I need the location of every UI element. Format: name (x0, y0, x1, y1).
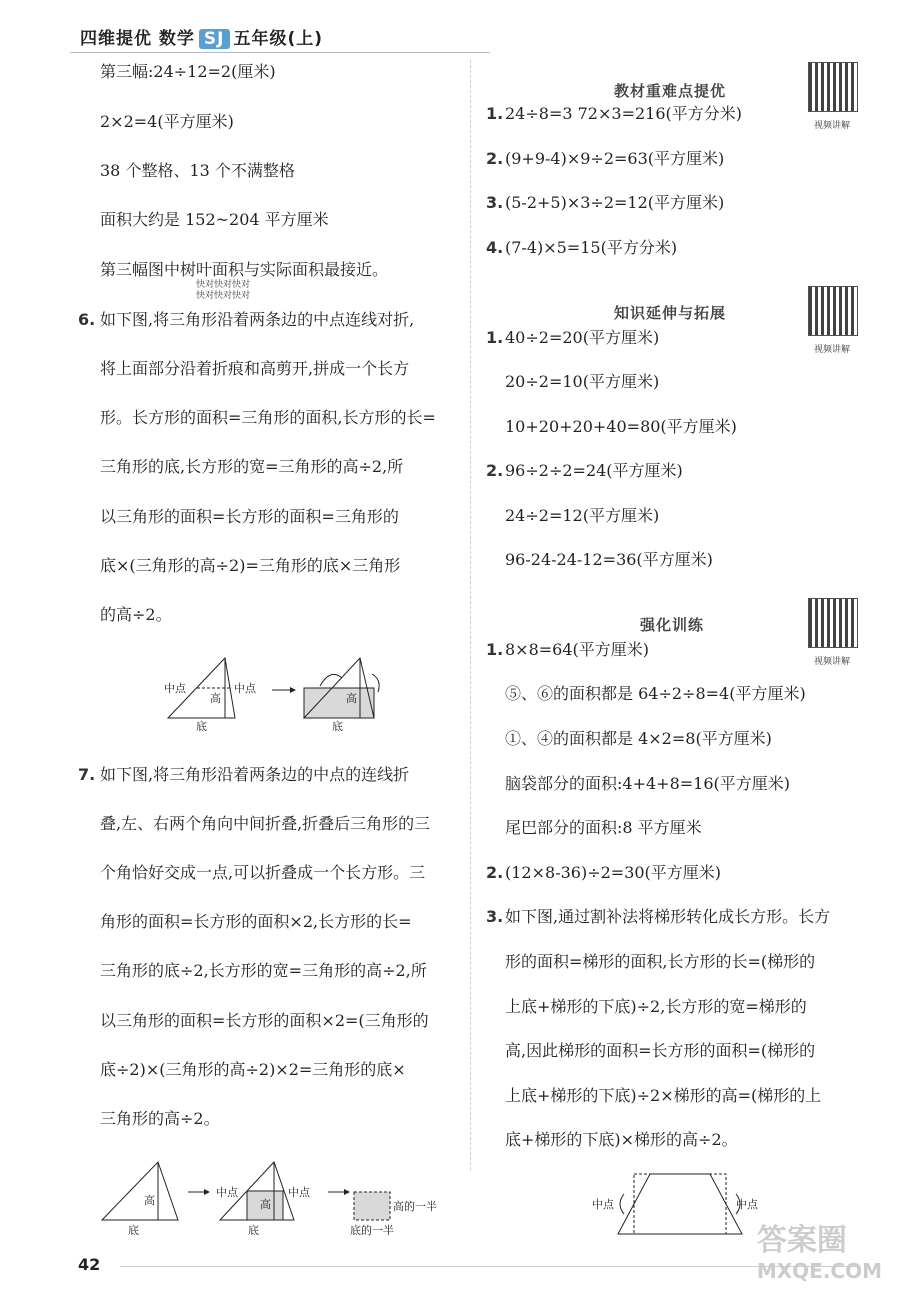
text-line: 底×(三角形的高÷2)=三角形的底×三角形 (100, 556, 401, 575)
question-number: 1. (486, 328, 504, 347)
text-line: 上底+梯形的下底)÷2,长方形的宽=梯形的 (505, 997, 807, 1016)
text-line: 38 个整格、13 个不满整格 (100, 161, 295, 180)
text-line: 个角恰好交成一点,可以折叠成一个长方形。三 (100, 863, 426, 882)
watermark: 答案圈 MXQE.COM (756, 1223, 882, 1283)
answer-line: ①、④的面积都是 4×2=8(平方厘米) (505, 729, 772, 748)
qr-code[interactable] (808, 598, 858, 648)
text-line: 形。长方形的面积=三角形的面积,长方形的长= (100, 408, 436, 427)
half-height-label: 高的一半 (393, 1200, 437, 1213)
answer-line: 24÷8=3 72×3=216(平方分米) (505, 104, 742, 123)
qr-code[interactable] (808, 62, 858, 112)
section-title: 知识延伸与拓展 (614, 304, 727, 322)
footer-rule (120, 1266, 860, 1267)
answer-line: 尾巴部分的面积:8 平方厘米 (505, 818, 702, 837)
stamp-text: 快对快对快对 快对快对快对 (196, 280, 251, 301)
header-grade: 五年级(上) (233, 29, 324, 49)
q6-figure (160, 650, 400, 734)
half-base-label: 底的一半 (350, 1224, 394, 1237)
midpoint-label: 中点 (234, 682, 256, 695)
answer-line: 8×8=64(平方厘米) (505, 640, 650, 659)
text-line: 面积大约是 152~204 平方厘米 (100, 210, 329, 229)
text-line: 底÷2)×(三角形的高÷2)×2=三角形的底× (100, 1060, 406, 1079)
question-number: 3. (486, 907, 504, 926)
height-label: 高 (210, 692, 221, 705)
text-line: 如下图,将三角形沿着两条边的中点的连线折 (100, 765, 410, 784)
answer-line: (7-4)×5=15(平方分米) (505, 238, 678, 257)
q7-figure (96, 1156, 456, 1238)
question-number: 1. (486, 640, 504, 659)
question-number: 7. (78, 765, 96, 784)
text-line: 第三幅图中树叶面积与实际面积最接近。 (100, 260, 389, 279)
text-line: 2×2=4(平方厘米) (100, 112, 234, 131)
base-label: 底 (196, 720, 207, 733)
answer-line: (9+9-4)×9÷2=63(平方厘米) (505, 149, 725, 168)
text-line: 上底+梯形的下底)÷2×梯形的高=(梯形的上 (505, 1086, 822, 1105)
base-label: 底 (332, 720, 343, 733)
answer-line: 40÷2=20(平方厘米) (505, 328, 660, 347)
question-number: 6. (78, 310, 96, 329)
base-label: 底 (128, 1224, 139, 1237)
text-line: 三角形的底,长方形的宽=三角形的高÷2,所 (100, 457, 404, 476)
section-title: 强化训练 (640, 616, 705, 634)
base-label: 底 (248, 1224, 259, 1237)
qr-label: 视频讲解 (814, 345, 851, 355)
midpoint-label: 中点 (164, 682, 186, 695)
answer-line: (5-2+5)×3÷2=12(平方厘米) (505, 193, 725, 212)
question-number: 2. (486, 863, 504, 882)
answer-line: ⑤、⑥的面积都是 64÷2÷8=4(平方厘米) (505, 684, 806, 703)
height-label: 高 (260, 1198, 271, 1211)
header-rule (70, 52, 490, 53)
answer-line: (12×8-36)÷2=30(平方厘米) (505, 863, 722, 882)
qr-code[interactable] (808, 286, 858, 336)
midpoint-label: 中点 (592, 1198, 614, 1211)
question-number: 4. (486, 238, 504, 257)
text-line: 底+梯形的下底)×梯形的高÷2。 (505, 1130, 738, 1149)
text-line: 的高÷2。 (100, 605, 172, 624)
answer-line: 96÷2÷2=24(平方厘米) (505, 461, 683, 480)
qr-label: 视频讲解 (814, 121, 851, 131)
answer-line: 20÷2=10(平方厘米) (505, 372, 660, 391)
qr-label: 视频讲解 (814, 657, 851, 667)
trapezoid-figure (590, 1170, 770, 1240)
midpoint-label: 中点 (288, 1186, 310, 1199)
height-label: 高 (346, 692, 357, 705)
text-line: 如下图,将三角形沿着两条边的中点连线对折, (100, 310, 415, 329)
text-line: 角形的面积=长方形的面积×2,长方形的长= (100, 912, 412, 931)
text-line: 如下图,通过割补法将梯形转化成长方形。长方 (505, 907, 831, 926)
midpoint-label: 中点 (216, 1186, 238, 1199)
header-title: 四维提优 数学 (80, 29, 195, 49)
text-line: 三角形的底÷2,长方形的宽=三角形的高÷2,所 (100, 961, 427, 980)
text-line: 叠,左、右两个角向中间折叠,折叠后三角形的三 (100, 814, 431, 833)
answer-line: 脑袋部分的面积:4+4+8=16(平方厘米) (505, 774, 790, 793)
text-line: 第三幅:24÷12=2(厘米) (100, 62, 276, 81)
page-number: 42 (78, 1255, 101, 1274)
text-line: 以三角形的面积=长方形的面积×2=(三角形的 (100, 1011, 429, 1030)
answer-line: 96-24-24-12=36(平方厘米) (505, 550, 713, 569)
trapezoid-shape (618, 1174, 742, 1234)
midpoint-label: 中点 (736, 1198, 758, 1211)
question-number: 1. (486, 104, 504, 123)
text-line: 形的面积=梯形的面积,长方形的长=(梯形的 (505, 952, 816, 971)
question-number: 3. (486, 193, 504, 212)
answer-line: 24÷2=12(平方厘米) (505, 506, 660, 525)
text-line: 以三角形的面积=长方形的面积=三角形的 (100, 507, 399, 526)
grade-badge: SJ (199, 29, 230, 49)
section-title: 教材重难点提优 (614, 82, 727, 100)
answer-line: 10+20+20+40=80(平方厘米) (505, 417, 737, 436)
text-line: 高,因此梯形的面积=长方形的面积=(梯形的 (505, 1041, 816, 1060)
rectangle-shape (304, 688, 374, 718)
height-label: 高 (144, 1194, 155, 1207)
column-divider (470, 60, 471, 1170)
question-number: 2. (486, 149, 504, 168)
question-number: 2. (486, 461, 504, 480)
text-line: 三角形的高÷2。 (100, 1109, 220, 1128)
text-line: 将上面部分沿着折痕和高剪开,拼成一个长方 (100, 359, 410, 378)
page-header (80, 24, 323, 49)
